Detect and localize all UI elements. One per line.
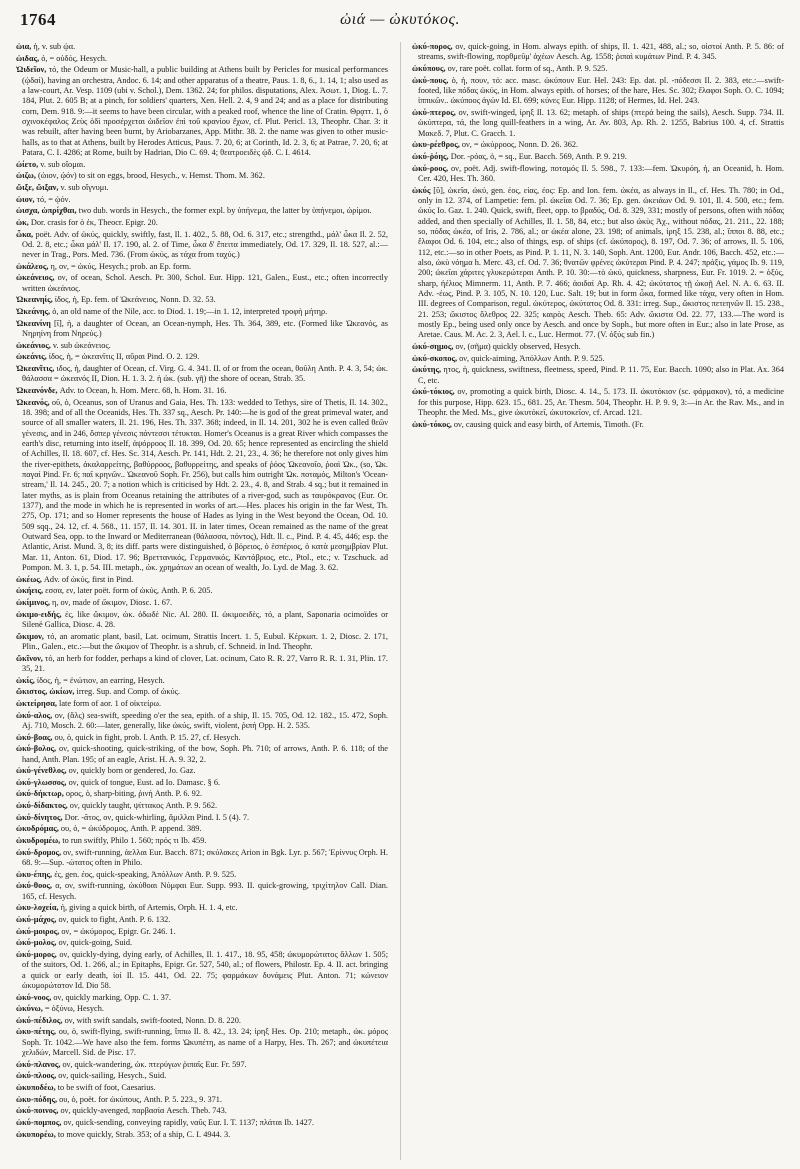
entry-headword: ὠκύ-μολος, (16, 938, 57, 948)
entry-definition: ον, swift-running, ἀελλαι Eur. Bacch. 871; σκύλακες Arion in Bgk. Lyr. p. 567; Ἐρίννυς Orph. H. 68. 9:—Sup. -ώτατος often in Philo. (22, 847, 388, 868)
entry-definition: ον, quick-going, in Hom. always epith. of ships, Il. 1. 421, 488, al.; so, οἰστοί Anth. P. 5. 86: of streams, swift-flowing, πορθμεῦμ' ἀχέων Aesch. Ag. 1558; ῥιπαὶ κυμάτων Pind. P. 4. 345. (418, 42, 784, 62)
entry-headword: ὠκύ-πομπος, (16, 1117, 62, 1127)
entry-definition: ου, ὁ, poët. for ὠκύπους, Anth. P. 5. 223., 9. 371. (57, 1094, 222, 1104)
dictionary-entry (16, 950, 388, 991)
entry-definition: ίδος, ἡ, = ἐνώτιον, an earring, Hesych. (34, 675, 165, 685)
entry-definition: ον, quickly-avenged, παρβασία Aesch. Theb. 743. (58, 1106, 227, 1116)
dictionary-entry (16, 1016, 388, 1026)
entry-headword: ὠισχα, ὠπρίχθαι, (16, 206, 77, 216)
entry-headword: ὠκύ-αλος, (16, 710, 53, 720)
entry-headword: ὠκυ-έπης, (16, 869, 53, 879)
entry-headword: Ὠκεάνης, (16, 307, 51, 317)
dictionary-entry (16, 1027, 388, 1058)
entry-headword: ὠκύ-τόκιος, (412, 387, 455, 397)
dictionary-entry (16, 1130, 388, 1140)
dictionary-entry (16, 65, 388, 158)
dictionary-entry (16, 230, 388, 261)
entry-headword: ὠκ, (16, 217, 29, 227)
entry-definition: ον, quick-going, Suid. (56, 938, 133, 948)
entry-definition: ἡ, v. sub ᾠα. (31, 42, 76, 51)
entry-definition: ον, quickly-dying, dying early, of Achilles, Il. 1. 417., 18. 95, 458; ὠκυμορώτατος ἄλλων 1. 505; of the suitors, Od. 1. 266, al.; in Epitaphs, Epigr. Gr. 527, 540, al.; of flowers, Philostr. Ep. 4. II. act. bringing a quick or early death, ἰοί Il. 15. 441, Od. 22. 75; φαρμάκων δυνάμεις Plut. Anton. 71; κώνειον ὠκυμορώτατον Id. Dio 58. (22, 949, 388, 990)
dictionary-entry (16, 54, 388, 64)
entry-definition: ον, quick-sending, conveying rapidly, ναῦς Eur. I. T. 1137; πλάται Ib. 1427. (61, 1117, 314, 1127)
entry-definition: Adv. to Ocean, h. Hom. Merc. 68, h. Hom. 31. 16. (57, 386, 227, 395)
dictionary-entry (16, 632, 388, 653)
dictionary-entry (16, 813, 388, 823)
entry-definition: v. sub οἴγνυμι. (58, 182, 109, 192)
entry-headword: ὠκεάνιος, (16, 340, 51, 350)
entry-definition: τό, the Odeum or Music-hall, a public building at Athens built by Pericles for musical performances (ᾠδαί), having an orchestra, Andoc. 6. 14; and other apparatus of a theatre, Paus. 1. 8, 6., 1. 14, 1; also used as a law-court, Ar. Vesp. 1109 (ubi v. Schol.), Dem. 1362. 24; for philos. disputations, Alex. Ἀσωτ. 1, Diog. L. 7. 184, Plut. 2. 605 B; at a pinch, for soldiers' quarters, Xen. Hell. 2. 4, 9 and 24; and as a place for distributing corn, Dem. 918. 9:—it seems to have been circular, with a peaked roof, whence the line of Cratin. Θρᾳττ. 1, ὁ σχινοκέφαλος Ζεὺς ὁδὶ προσέρχεται ὠιδεῖον ἐπὶ τοῦ κρανίου ἔχων, cf. Plut. Pericl. 13, Theophr. Char. 3: it was rebuilt, after having been burnt, by Ariobarzanes, App. Mithr. 38. 2. the name was given to other music-halls, as to that at Athens, built by Herodes Atticus, Paus. 7. 20, 6; at Corinth, Id. 2. 3, 6; at Patrae, 7. 20, 6; at Patara, C. I. 4286; at Rome, built by Hadrian, Dio C. 69. 4; θεατροειδὲς ᾠδ. C. I. 4614. (22, 65, 388, 158)
entry-definition: ιδος, ἡ, daughter of Ocean, cf. Virg. G. 4. 341. II. of or from the ocean, θοῦλη Anth. P. 4. 3, 54; ὠκ. θάλασσα = ὠκεανός II, Dion. H. 1. 3. 2. ἡ ὠκ. (sub. γῆ) the shore of ocean, Strab. 35. (22, 364, 388, 384)
dictionary-entry (16, 1118, 388, 1128)
dictionary-entry (412, 152, 784, 162)
entry-headword: ὠκύ-βοας, (16, 732, 53, 742)
entry-definition: v. sub οἴομαι. (38, 159, 86, 169)
dictionary-entry (412, 140, 784, 150)
dictionary-entry (16, 195, 388, 205)
entry-definition: ίδος, ἡ, = ὠκεανῖτις II, αὔραι Pind. O. 2. 129. (46, 352, 200, 362)
entry-headword: ὠκύ-μάχος, (16, 914, 57, 924)
entry-definition: ές, gen. έος, quick-speaking, Ἀπόλλων Anth. P. 9. 525. (52, 869, 237, 879)
entry-definition: ον, quick-aiming, Ἀπόλλων Anth. P. 9. 525. (457, 353, 605, 363)
entry-headword: ὠκύ-πορος, (412, 42, 453, 51)
entry-definition: ου, ὁ, swift-flying, swift-running, ἵππω Il. 8. 42., 13. 24; ἰρηξ Hes. Op. 210; metaph., ὠκ. μόρος Soph. Tr. 1042.—We have also the fem. forms Ὠκυπέτη, as name of a Harpy, Hes. Th. 267; and ὠκυπέτεια χελιδών, Marcell. Sid. de Pisc. 17. (22, 1027, 388, 1058)
entry-definition: ον, quickly taught, ψίττακος Anth. P. 9. 562. (67, 801, 218, 811)
entry-headword: ὠκύ-τόκος, (412, 419, 452, 429)
entry-headword: ὠκύνω, (16, 1004, 43, 1014)
entry-headword: ὠκυ-ρέεθρος, (412, 140, 460, 150)
dictionary-entry (16, 386, 388, 396)
dictionary-entry (16, 870, 388, 880)
dictionary-entry (16, 218, 388, 228)
entry-headword: ὠκύ-δήκτωρ, (16, 789, 64, 799)
entry-headword: ὠκύτης, (412, 365, 442, 375)
entry-headword: ὠκύ-ῥόης, (412, 151, 449, 161)
dictionary-entry (16, 1004, 388, 1014)
entry-definition: ον, quick-sailing, Hesych., Suid. (56, 1071, 167, 1081)
dictionary-entry (412, 387, 784, 418)
entry-definition: α, ον, swift-running, ὠκύθοαι Νύμφαι Eur. Supp. 993. II. quick-growing, τριχίτηλον Call. Dian. 165, cf. Hesych. (22, 881, 388, 901)
dictionary-entry (16, 42, 388, 52)
dictionary-entry (16, 687, 388, 697)
entry-headword: ὠκύ-πέδιλος, (16, 1015, 63, 1025)
entry-headword: ὠκύ-πλοος, (16, 1071, 57, 1081)
dictionary-entry (16, 903, 388, 913)
entry-headword: Ὠκεανῖτις, (16, 364, 55, 374)
dictionary-entry (16, 398, 388, 574)
dictionary-entry (412, 365, 784, 386)
entry-definition: irreg. Sup. and Comp. of ὠκύς. (74, 687, 180, 697)
entry-definition: Dor. -ᾱτος, ον, quick-whirling, ἅμιλλαι Pind. I. 5 (4). 7. (62, 812, 250, 822)
dictionary-entry (16, 789, 388, 799)
entry-definition: Dor. -ρόας, ὁ, = sq., Eur. Bacch. 569, Anth. P. 9. 219. (448, 151, 627, 161)
dictionary-entry (412, 164, 784, 185)
entry-headword: ὠιζω, (16, 171, 36, 181)
entry-definition: poët. Adv. of ὠκύς, quickly, swiftly, fast, Il. 1. 402., 5. 88, Od. 6. 317, etc.; strengthd., μάλ' ὦκα Il. 2. 52, Od. 2. 8, etc.; ὦκα μάλ' Il. 17. 190, al. 2. of Time, ὦκα δ' ἔπειτα immediately, Od. 17. 329, Il. 18. 527, al.:—never in Trag., Pors. Med. 736. (From ὠκύς, as τάχα from ταχύς.) (22, 229, 388, 260)
entry-definition: to run swiftly, Philo 1. 560; πρός τι Ib. 459. (60, 836, 207, 846)
dictionary-entry (16, 938, 388, 948)
entry-definition: η, ον, = ὠκύς, Hesych.; prob. an Ep. form. (48, 261, 192, 271)
entry-definition: [ῑ], ἡ, a daughter of Ocean, an Ocean-nymph, Hes. Th. 364, 389, etc. (Formed like Ὠκεανός, as Νηρηίνη from Νηρεύς.) (22, 318, 388, 339)
entry-definition: ον, swift-winged, ἰρηξ Il. 13. 62; metaph. of ships (πτερά being the sails), Aesch. Supp. 734. II. ὠκύπτερα, τά, the long quill-feathers in a wing, Ar. Av. 803, Ap. Rh. 2. 1255, Babrius 100. 4, cf. Strattis Μακεδ. 7, Plut. C. Gracch. 1. (418, 107, 784, 138)
entry-definition: ον, of ocean, Schol. Aesch. Pr. 300, Schol. Eur. Hipp. 121, Galen., Eust., etc.; often incorrectly written ὠκεάνιος. (22, 273, 388, 293)
entry-headword: ὠκύ-νοος, (16, 992, 52, 1002)
dictionary-columns (16, 42, 784, 1160)
dictionary-entry (16, 307, 388, 317)
entry-headword: ὠκύ-γένεθλος, (16, 766, 67, 776)
dictionary-entry (16, 171, 388, 181)
entry-headword: Ὠκεανίνη (16, 318, 51, 328)
entry-headword: ὤιξε, ὤιξαν, (16, 182, 59, 192)
entry-headword: ὠκύ-δίδακτος, (16, 801, 68, 811)
entry-headword: ὠκύ-σκοπος, (412, 353, 458, 363)
dictionary-entry (16, 733, 388, 743)
entry-headword: ὠίετο, (16, 159, 39, 169)
entry-headword: ὠκύ-σημος, (412, 342, 454, 351)
entry-definition: [ῠ], ὠκεῖα, ὠκύ, gen. έος, είας, έος: Ep. and Ion. fem. ὠκέα, as always in Il., cf. Hes. Th. 780; in Od., only in 12. 374, of Lampetie: fem. pl. ὠκεῖαι Od. 7. 36; Ep. gen. ὠκειάων Od. 9. 101, Il. 4. 500, etc.; fem. ὠκύς Io. Gaz. 1. 240. Quick, swift, fleet, opp. to βραδύς, Od. 8. 329, 331; mostly of persons, often with πόδας added, and then specially of Achilles, Il. 1. 58, 84, etc.; but also ὠκὺς Ἀχ., without πόδας, 21. 211., 22. 188; so, πόδας ὠκέα, of Iris, 2. 786, al.; or ὠκέα alone, 23. 198; of animals, ἰρηξ 15. 238, al.; ἵπποι 8. 88, etc.; ἔλαφοι Od. 6. 104, etc.; also of things, esp. of ships (cf. ὠκύπορος), 8. 197, Od. 7. 36; of arrows, Il. 5. 106, 112, etc.:—so in other Poets, as Pind. P. 1. 11, N. 3. 140, Soph. Ant. 1200, Eur. Andr. 106, Bacch. 452, etc.:—also, ὠκὺ νόημα h. Merc. 43, cf. Od. 7. 36; θνατῶν φρένες ὠκύτεραι Pind. P. 4. 247; πράξις, γάμος Ib. 9. 119, 200; ὠκεῖαι χάριτες γλυκερώτεραι Anth. P. 10. 30:—τὸ ὠκύ, quickness, sharpness, Eur. Fr. 1019. 2. = ὀξύς, sharp, ἠέλιος Mimnerm. 11, Anth. P. 7. 466; ἀοιδαί Ap. Rh. 4. 42; ὠκύτατος τῇ ὠκοῇ Ael. N. A. 6. 63. II. Adv. -έως, Pind. P. 3. 105, N. 10. 120, Luc. Salt. 19; but in form ὦκα, formed like τάχα, very often in Hom. III. degrees of Comparison, regul. ὠκύτερος, ὠκύτατος Od. 8. 331: irreg. Sup., ὤκιστος πετεηνῶν Il. 15. 238., 21. 253; ὤκιστος ὄλεθρος 22. 325; καιρὸς Aesch. Theb. 65: Adv. ὤκιστα Od. 22. 77, 133.—The word is mostly Ep., being used only once by Aesch. and once by Soph., but more often in Eur.; also in late Prose, as Aretae. Caus. M. Ac. 2. 3, Ael. l. c., Luc. Hermot. 77. (V. ὀξύς sub fin.) (418, 185, 784, 340)
entry-headword: ὠκυ-λοχεία, (16, 903, 59, 913)
entry-headword: ὠκυποδέω, (16, 1083, 56, 1093)
dictionary-entry (16, 295, 388, 305)
entry-headword: ὠκύ-μορος, (16, 949, 57, 959)
entry-headword: ὠκυδρομέω, (16, 836, 61, 846)
dictionary-entry (16, 262, 388, 272)
dictionary-entry (16, 993, 388, 1003)
entry-definition: ον, = ὠκύμορος, Epigr. Gr. 246. 1. (59, 926, 176, 936)
entry-definition: ον, causing quick and easy birth, of Artemis, Timoth. (Fr. (451, 419, 644, 429)
entry-definition: τό, = ᾠόν. (34, 194, 71, 204)
entry-definition: η, ον, made of ὤκιμον, Diosc. 1. 67. (49, 598, 173, 608)
entry-definition: ου, ὁ, quick in fight, prob. l. Anth. P. 15. 27, cf. Hesych. (52, 732, 241, 742)
entry-definition: ον, = ὠκύρροος, Nonn. D. 26. 362. (459, 140, 579, 150)
dictionary-entry (412, 342, 784, 352)
dictionary-entry (16, 881, 388, 902)
entry-definition: to be swift of foot, Caesarius. (55, 1083, 156, 1093)
entry-headword: ὠκύ-γλωσσος, (16, 777, 67, 787)
dictionary-entry (16, 654, 388, 675)
entry-definition: v. sub ὠκεάνειος. (50, 340, 111, 350)
dictionary-entry (16, 160, 388, 170)
entry-headword: ὠκύ-ποινος, (16, 1106, 59, 1116)
entry-headword: ὤκῖνον, (16, 653, 43, 663)
entry-headword: ὠκύ-θοος, (16, 881, 52, 891)
dictionary-entry (16, 1060, 388, 1070)
dictionary-entry (16, 273, 388, 294)
entry-headword: ὠκυπορέω, (16, 1129, 56, 1139)
entry-definition: ον, quick to fight, Anth. P. 6. 132. (56, 914, 171, 924)
entry-headword: ὠκιμο-ειδής, (16, 609, 62, 619)
entry-definition: ον, with swift sandals, swift-footed, Nonn. D. 8. 220. (62, 1015, 241, 1025)
dictionary-entry (16, 836, 388, 846)
dictionary-entry (16, 183, 388, 193)
dictionary-entry (16, 1095, 388, 1105)
dictionary-entry (412, 186, 784, 341)
entry-definition: ές, like ὤκιμον, ὠκ. ὀδωδὲ Nic. Al. 280. II. ὠκιμοειδὲς, τό, a plant, Saponaria ocimoïdes or Silenë Gallica, Diosc. 4. 28. (22, 609, 388, 630)
entry-headword: Ὠιδεῖον, (16, 65, 47, 75)
entry-headword: ὠκύ-πτερος, (412, 107, 456, 117)
entry-definition: ον, quickly born or gendered, Jo. Gaz. (66, 766, 196, 776)
dictionary-entry (16, 575, 388, 585)
entry-headword: ὠκίς, (16, 675, 35, 685)
entry-definition: ητος, ἡ, quickness, swiftness, fleetness, speed, Pind. P. 11. 75, Eur. Bacch. 1090; also in Plat. Ax. 364 C, etc. (418, 365, 784, 385)
dictionary-entry (16, 352, 388, 362)
entry-definition: ον, poët. Adj. swift-flowing, ποταμός Il. 5. 598., 7. 133:—fem. Ὠκυρόη, ἡ, an Oceanid, h. Hom. Cer. 420, Hes. Th. 360. (418, 163, 784, 183)
entry-definition: to move quickly, Strab. 353; of a ship, C. I. 4944. 3. (55, 1129, 231, 1139)
entry-headword: ὠκήεις, (16, 586, 44, 596)
entry-definition: ον, (ἅλς) sea-swift, speeding o'er the sea, epith. of a ship, Il. 15. 705, Od. 12. 182., 15. 472, Soph. Aj. 710, Mosch. 2. 60:—later, generally, like ὠκύς, swift, violent, ῥιπή Opp. H. 2. 535. (22, 710, 388, 730)
entry-definition: ου, ὁ, = ὠκύδρομος, Anth. P. append. 389. (58, 824, 202, 834)
entry-definition: ον, (σῆμα) quickly observed, Hesych. (453, 342, 581, 351)
entry-definition: ἡ, giving a quick birth, of Artemis, Orph. H. 1. 4, etc. (58, 903, 238, 913)
entry-definition: ίδος, ἡ, Ep. fem. of Ὠκεάνειος, Nonn. D. 32. 53. (52, 295, 216, 305)
entry-headword: ὠια, (16, 42, 32, 51)
dictionary-entry (16, 744, 388, 765)
dictionary-entry (16, 1083, 388, 1093)
entry-definition: ον, quick-wandering, ὠκ. πτερύγων ῥιπαῖς Eur. Fr. 597. (60, 1059, 247, 1069)
entry-headword: ὠκέως, (16, 574, 42, 584)
entry-definition: ορος, ὁ, sharp-biting, ῥινή Anth. P. 6. 92. (63, 789, 203, 799)
entry-definition: οῦ, ὁ, Oceanus, son of Uranus and Gaia, Hes. Th. 133: wedded to Tethys, sire of Thetis, Il. 14. 302., 18. 398; and of all the Oceanids, Hes. Th. 337 sq., Aesch. Pr. 140:—he is god of the great primeval water, and source of all smaller waters, Il. 21. 196, Hes. Th. 337. 368; indeed, in Il. 14. 201, 302 he is even called θεῶν γένεσις, and in 246, ὅσπερ γένεσις πάντεσσι τέτυκται. Homer's Oceanus is a great River which compasses the earth's disc, returning into itself, ἀψόρροος Il. 18. 399, Od. 20. 65; hence represented as encircling the shield of Achilles, Il. 18. 607, cf. Hes. Sc. 314, Aesch. Pr. 141, Hdt. 2. 21, 23., 4. 36; he therefore not only gives him the river-epithets, ἀκαλαρρείτης, βαθύρροος, βαθυρρείτης, and speaks of ῥόος Ὠκεανοῖο, ῥοαὶ Ὠκ., (so, Ὠκ. παγαί Pind. Fr. 6; παῖ κρηνῶν.. Ὠκεανοῦ Soph. Fr. 256), but calls him outright Ὠκ. ποταμός, Milton's 'Ocean-stream,' Il. 14. 245., 20. 7; a notion which is criticised by Hdt. 2. 23., 4. 8, and Strab. 4 sq.; but it remained in later myths, as is plain from Oceanus retaining the attributes of a river-god, such as ταυρόκρανος (Eur. Or. 1377), and the mode in which he is represented in works of art.—Hes. places his origin in the far West, Th. 275, Op. 171; and so Homer represents the house of Hades as lying in the West beyond the Ocean, Od. 10. 509 sqq., 24. 12, cf. 4. 568., 11. 157, Il. 14. 301. II. in later times, Ocean remained as the name of the great Outward Sea, opp. to the Inward or Mediterranean (θάλασσα, πόντος), Hdt. ll. c., Pind. P. 4. 45, 446; esp. the Atlantic, Arist. Mund. 3, 8; its diff. parts were distinguished, ὁ βόρειος, ὁ ἑσπέριος, ὁ κατὰ μεσημβρίαν Plut. Mar. 11, Anton. 61, Diod. 17. 96; Βρεττανικός, Γερμανικός, Καντάβριος, etc., Ptol., etc.; v. Tzschuck. ad Pompon. M. 3. 1, p. 54. III. metaph., ὠκ. χρημάτων an ocean of wealth, Jo. Lyd. de Mag. 3. 62. (22, 397, 388, 573)
entry-headword: ὠκεάνις, (16, 352, 47, 362)
entry-definition: εσσα, εν, later poët. form of ὠκύς, Anth. P. 6. 205. (43, 586, 213, 596)
entry-headword: ὠκύ-βολος, (16, 744, 57, 754)
entry-headword: ὦκα, (16, 229, 34, 239)
entry-headword: ὤκιμον, (16, 631, 44, 641)
entry-headword: ὠκύ-πους, (412, 75, 449, 85)
entry-headword: ὠκυδρόμας, (16, 824, 59, 834)
entry-headword: ὠκύπους, (412, 63, 446, 73)
entry-definition: Adv. of ὠκύς, first in Pind. (41, 574, 134, 584)
entry-headword: ὠκίμινος, (16, 598, 50, 608)
dictionary-entry (16, 341, 388, 351)
dictionary-entry (412, 64, 784, 74)
dictionary-entry (16, 711, 388, 732)
entry-definition: Dor. crasis for ὁ ἐκ, Theocr. Epigr. 20. (28, 217, 158, 227)
page-number: 1764 (20, 10, 56, 29)
entry-headword: ὠκάλεος, (16, 261, 49, 271)
entry-headword: ὤκιστος, ὠκίων, (16, 687, 75, 697)
dictionary-entry (412, 420, 784, 430)
entry-definition: τό, an herb for fodder, perhaps a kind of clover, Lat. ocinum, Cato R. R. 27, Varro R. R. 1. 31, Plin. 17. 35, 21. (22, 653, 388, 674)
entry-definition: ον, quick of tongue, Eust. ad Io. Damasc. § 6. (66, 777, 221, 787)
dictionary-entry (16, 915, 388, 925)
dictionary-entry (16, 1106, 388, 1116)
entry-definition: ὁ, ἡ, πουν, τό: acc. masc. ὠκύπουν Eur. Hel. 243: Ep. dat. pl. -πόδεσσι Il. 2. 383, etc.:—swift-footed, like πόδας ὠκύς, in Hom. always epith. of horses; of the hare, Hes. Sc. 302; ἔλαφοι Soph. O. C. 1094; ἱππικῶν.. ὠκύποος ἀγών Id. El. 699; κύνες Eur. Hipp. 1128; of Hermes, Id. Hel. 243. (418, 75, 784, 106)
dictionary-entry (16, 598, 388, 608)
dictionary-entry (16, 319, 388, 340)
entry-definition: ον, quickly marking, Opp. C. 1. 37. (51, 992, 171, 1002)
entry-definition: late form of aor. 1 of οἰκτείρω. (56, 698, 162, 708)
dictionary-entry (16, 824, 388, 834)
running-head: ὠιά — ὠκυτόκος. (339, 11, 461, 28)
dictionary-entry (16, 364, 388, 385)
entry-headword: Ὠκεανόνδε, (16, 386, 58, 395)
entry-headword: ὠκύς (412, 185, 431, 195)
entry-headword: ὠκτείρησα, (16, 698, 57, 708)
entry-definition: ὁ, an old name of the Nile, acc. to Diod. 1. 19;—in 1. 12, interpreted τροφὴ μήτηρ. (50, 307, 328, 317)
entry-definition: two dub. words in Hesych., the former expl. by ὑπήνεμα, the latter by ὑπήνεμοι, ὡρίμοι. (76, 206, 372, 216)
entry-definition: (ὠιον, ᾠόν) to sit on eggs, brood, Hesych., v. Hemst. Thom. M. 362. (35, 171, 265, 181)
dictionary-entry (16, 766, 388, 776)
entry-headword: ὠιον, (16, 194, 35, 204)
entry-headword: ὠκύ-δρομος, (16, 847, 62, 857)
dictionary-entry (16, 927, 388, 937)
entry-headword: ὠκύ-μοιρος, (16, 926, 60, 936)
dictionary-entry (16, 206, 388, 216)
page-header (16, 10, 784, 36)
dictionary-entry (16, 699, 388, 709)
entry-headword: ὠκύ-πλανος, (16, 1059, 61, 1069)
entry-headword: ὠκεάνειος, (16, 273, 55, 283)
dictionary-entry (16, 801, 388, 811)
entry-definition: ὁ, = οὐδός, Hesych. (39, 53, 107, 63)
entry-definition: ον, rare poët. collat. form of sq., Anth. P. 9. 525. (445, 63, 608, 73)
dictionary-entry (412, 42, 784, 63)
entry-definition: τό, an aromatic plant, basil, Lat. ocimum, Strattis Incert. 1. 5, Eubul. Κέρκωπ. 1. 2, Diosc. 2. 171, Plin., Galen., etc.:—but the ὤκιμον of Theophr. is a shrub, cf. Schneid. in Ind. Theophr. (22, 631, 388, 652)
dictionary-entry (412, 108, 784, 139)
entry-definition: ον, promoting a quick birth, Diosc. 4. 14., 5. 173. II. ὠκυτόκιον (sc. φάρμακον), τό, a medicine for this purpose, Hipp. 623. 15., 681. 25, Ar. Thesm. 504, Theophr. H. P. 9. 9, 3:—in Ar. the Rav. Ms., and in Theophr. the Med. Ms., give ὠκυτόκεῖ, ὠκυτοκεῖον, cf. Arcad. 121. (418, 387, 784, 417)
entry-definition: ον, quick-shooting, quick-striking, of the bow, Soph. Ph. 710; of arrows, Anth. P. 6. 118; of the hand, Anth. Plan. 195; of an eagle, Arist. H. A. 9. 32, 2. (22, 744, 388, 764)
dictionary-entry (16, 586, 388, 596)
entry-headword: ὠκύ-ροος, (412, 163, 449, 173)
dictionary-entry (16, 676, 388, 686)
dictionary-entry (412, 76, 784, 107)
dictionary-entry (16, 1071, 388, 1081)
entry-headword: ὠιδας, (16, 53, 40, 63)
entry-definition: = ὀξύνω, Hesych. (42, 1004, 104, 1014)
entry-headword: ὠκυ-πόδης, (16, 1094, 58, 1104)
entry-headword: ὠκυ-πέτης, (16, 1027, 56, 1037)
dictionary-entry (16, 610, 388, 631)
entry-headword: Ὠκεανηίς, (16, 295, 53, 305)
dictionary-entry (16, 778, 388, 788)
entry-headword: ὠκύ-δίνητος, (16, 812, 63, 822)
dictionary-entry (412, 354, 784, 364)
entry-headword: Ὠκεανός, (16, 397, 50, 407)
dictionary-entry (16, 848, 388, 869)
